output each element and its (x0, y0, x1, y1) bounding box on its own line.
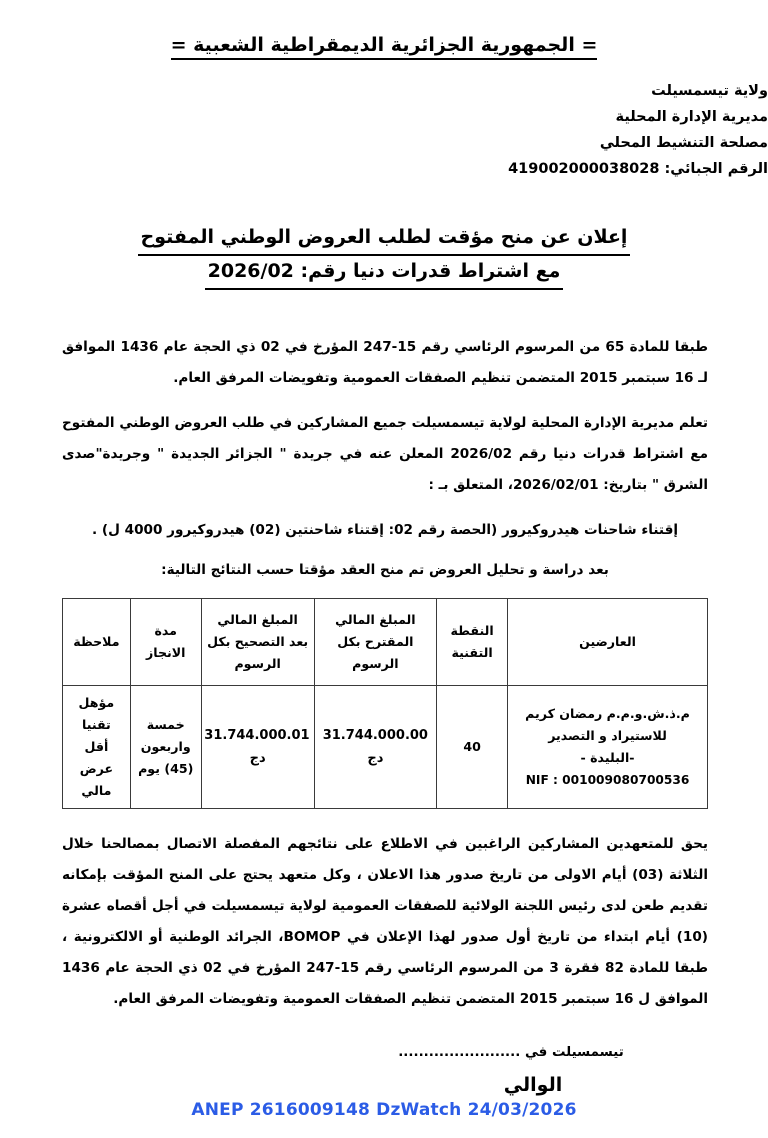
tax-id-value: 419002000038028 (508, 161, 660, 177)
corrected-amount-value: 31.744.000.01 دج (204, 728, 310, 766)
results-table-wrapper (62, 598, 708, 809)
wilaya-line: ولاية تيسمسيلت (651, 83, 768, 99)
tax-id-line (44, 156, 768, 182)
bidder-name-line-2: للاستيراد و التصدير (548, 728, 667, 743)
cell-completion-time (130, 686, 201, 809)
document-title-line-2: مع اشتراط قدرات دنيا رقم: 2026/02 (205, 256, 564, 290)
header-proposed-amount: المبلغ المالي المقترح بكل الرسوم (314, 599, 437, 686)
document-body (0, 332, 768, 584)
signatory-title: الوالي (503, 1074, 563, 1096)
proposed-amount-value: 31.744.000.00 دج (322, 728, 428, 766)
lot-description: إقتناء شاحنات هيدروكيرور (الحصة رقم 02: إقتناء شاحنتين (02) هيدروكيرور 4000 ل) . (91, 522, 679, 538)
signature-city-date: تيسمسيلت في ........................ (398, 1045, 624, 1060)
completion-time-line-1: خمسة (146, 717, 185, 732)
header-remark: ملاحظة (63, 599, 131, 686)
cell-remark (63, 686, 131, 809)
anep-reference: ANEP 2616009148 DzWatch 24/03/2026 (191, 1100, 577, 1120)
notice-paragraph: تعلم مديرية الإدارة المحلية لولاية تيسمسيلت جميع المشاركين في طلب العروض الوطني المفتوح مع اشتراط قدرات دنيا رقم 2026/02 المعلن عنه في جريدة " الجزائر الجديدة " وجريدة"صدى الشرق " بتاريخ: 2026/02/01، المتعلق بـ : (62, 415, 709, 493)
cell-bidder (508, 686, 708, 809)
results-intro: بعد دراسة و تحليل العروض تم منح العقد مؤقتا حسب النتائج التالية: (161, 562, 609, 578)
document-title-line-1: إعلان عن منح مؤقت لطلب العروض الوطني المفتوح (138, 222, 631, 256)
header-technical-score: النقطة التقنية (437, 599, 508, 686)
bidder-city: -البليدة - (580, 750, 635, 765)
bidder-nif: NIF : 001009080700536 (525, 773, 690, 787)
remark-line-2: أقل عرض مالي (79, 739, 114, 798)
remark-line-1: مؤهل تقنيا (78, 695, 115, 732)
header-corrected-amount: المبلغ المالي بعد التصحيح بكل الرسوم (201, 599, 314, 686)
table-row (63, 686, 708, 809)
closing-section (0, 829, 768, 1015)
tax-id-label: الرقم الجبائي: (664, 161, 768, 177)
cell-corrected-amount (201, 686, 314, 809)
legal-basis-paragraph: طبقا للمادة 65 من المرسوم الرئاسي رقم 15-247 المؤرخ في 02 ذي الحجة عام 1436 الموافق لـ 16 سبتمبر 2015 المتضمن تنظيم الصفقات العمومية وتفويضات المرفق العام. (62, 339, 709, 386)
document-title (0, 222, 768, 290)
service-line: مصلحة التنشيط المحلي (599, 135, 768, 151)
table-header-row (63, 599, 708, 686)
completion-time-line-2: واربعون (140, 739, 191, 754)
republic-heading (0, 0, 768, 56)
administration-block (0, 78, 768, 182)
signature-block (0, 1045, 768, 1096)
cell-proposed-amount (314, 686, 437, 809)
closing-paragraph: يحق للمتعهدين المشاركين الراغبين في الاطلاع على نتائجهم المفصلة الاتصال بمصالحنا خلال الثلاثة (03) أيام الاولى من تاريخ صدور هذا الاعلان ، وكل متعهد يحتج على المنح المؤقت بإمكانه تقديم طعن لدى رئيس اللجنة الولائية للصفقات العمومية لولاية تيسمسيلت في أجل أقصاه عشرة (10) أيام ابتداء من تاريخ أول صدور لهذا الإعلان في BOMOP، الجرائد الوطنية أو الالكترونية ، طبقا للمادة 82 فقرة 3 من المرسوم الرئاسي رقم 15-247 المؤرخ في 02 ذي الحجة عام 1436 الموافق ل 16 سبتمبر 2015 المتضمن تنظيم الصفقات العمومية وتفويضات المرفق العام. (62, 836, 709, 1007)
completion-time-line-3: (45) يوم (138, 761, 194, 776)
directorate-line: مديرية الإدارة المحلية (615, 109, 768, 125)
cell-technical-score: 40 (437, 686, 508, 809)
results-table (62, 598, 708, 809)
republic-heading-text: = الجمهورية الجزائرية الديمقراطية الشعبية = (171, 34, 598, 60)
footer (0, 1100, 768, 1120)
bidder-name-line-1: م.ذ.ش.و.م.م رمضان كريم (525, 706, 690, 721)
header-bidder: العارضين (508, 599, 708, 686)
header-completion-time: مدة الانجاز (130, 599, 201, 686)
